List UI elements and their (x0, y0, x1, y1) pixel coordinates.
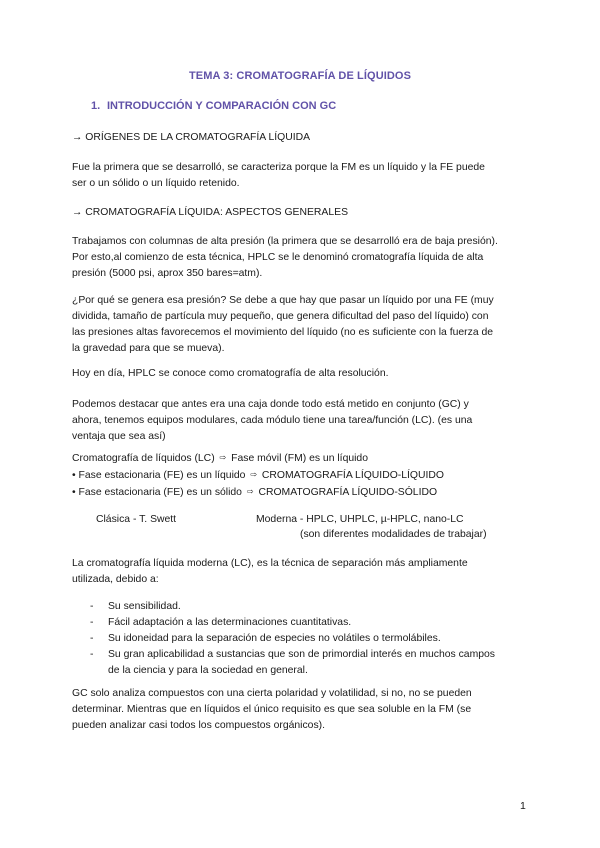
right-arrow-icon: ⇨ (219, 453, 227, 462)
lc-types-line-2: • Fase estacionaria (FE) es un líquido ⇨ CROMATOGRAFÍA LÍQUIDO-LÍQUIDO (72, 467, 530, 484)
modern-label: Moderna - HPLC, UHPLC, µ-HPLC, nano-LC (256, 514, 464, 525)
classic-label: Clásica - T. Swett (96, 514, 177, 525)
right-arrow-icon: ⇨ (250, 470, 258, 479)
section-number: 1. (91, 100, 101, 112)
list-item: - Su sensibilidad. (90, 601, 181, 612)
origins-heading: → ORÍGENES DE LA CROMATOGRAFÍA LÍQUIDA (72, 132, 311, 143)
pressure-paragraph: Trabajamos con columnas de alta presión (la primera que se desarrolló era de baja presión). Por esto,al comienzo de esta técnica, HPLC se le denominó cromatografía líquida de alta presión (5000 psi, aprox 350 bares=atm). (72, 236, 498, 279)
section-heading (91, 100, 336, 112)
lc-types-block (72, 450, 530, 501)
list-item: - Su idoneidad para la separación de especies no volátiles o termolábiles. (90, 633, 441, 644)
document-title: TEMA 3: CROMATOGRAFÍA DE LÍQUIDOS (188, 70, 412, 82)
gc-vs-lc-paragraph: GC solo analiza compuestos con una cierta polaridad y volatilidad, si no, no se pueden determinar. Mientras que en líquidos el único requisito es que sea soluble en la FM (se pueden analizar casi todos los compuestos orgánicos). (72, 688, 472, 731)
modern-lc-paragraph: La cromatografía líquida moderna (LC), es la técnica de separación más ampliamente utilizada, debido a: (72, 558, 468, 585)
lc-types-line-1: Cromatografía de líquidos (LC) ⇨ Fase móvil (FM) es un líquido (72, 450, 530, 467)
list-item: - Fácil adaptación a las determinaciones cuantitativas. (90, 617, 352, 628)
modern-note: (son diferentes modalidades de trabajar) (300, 529, 487, 540)
reasons-list (90, 599, 530, 679)
list-item: - Su gran aplicabilidad a sustancias que son de primordial interés en muchos campos de la ciencia y para la sociedad en general. (90, 649, 495, 676)
lc-types-line-3: • Fase estacionaria (FE) es un sólido ⇨ CROMATOGRAFÍA LÍQUIDO-SÓLIDO (72, 484, 530, 501)
page-number: 1 (520, 800, 526, 812)
why-pressure-paragraph: ¿Por qué se genera esa presión? Se debe a que hay que pasar un líquido por una FE (muy dividida, tamaño de partícula muy pequeño, que genera dificultad del paso del líquido) con las presiones altas favorecemos el movimiento del líquido (no es suficiente con la fuerza de la gravedad para que se mueva). (72, 295, 494, 354)
section-label: INTRODUCCIÓN Y COMPARACIÓN CON GC (107, 100, 337, 112)
aspects-heading: → CROMATOGRAFÍA LÍQUIDA: ASPECTOS GENERALES (72, 207, 348, 218)
modular-paragraph: Podemos destacar que antes era una caja donde todo está metido en conjunto (GC) y ahora, tenemos equipos modulares, cada módulo tiene una tarea/función (LC). (es una ventaja que sea así) (72, 399, 473, 442)
hplc-paragraph: Hoy en día, HPLC se conoce como cromatografía de alta resolución. (72, 368, 389, 379)
origins-paragraph: Fue la primera que se desarrolló, se caracteriza porque la FM es un líquido y la FE puede ser o un sólido o un líquido retenido. (72, 162, 485, 189)
right-arrow-icon: ⇨ (246, 487, 254, 496)
